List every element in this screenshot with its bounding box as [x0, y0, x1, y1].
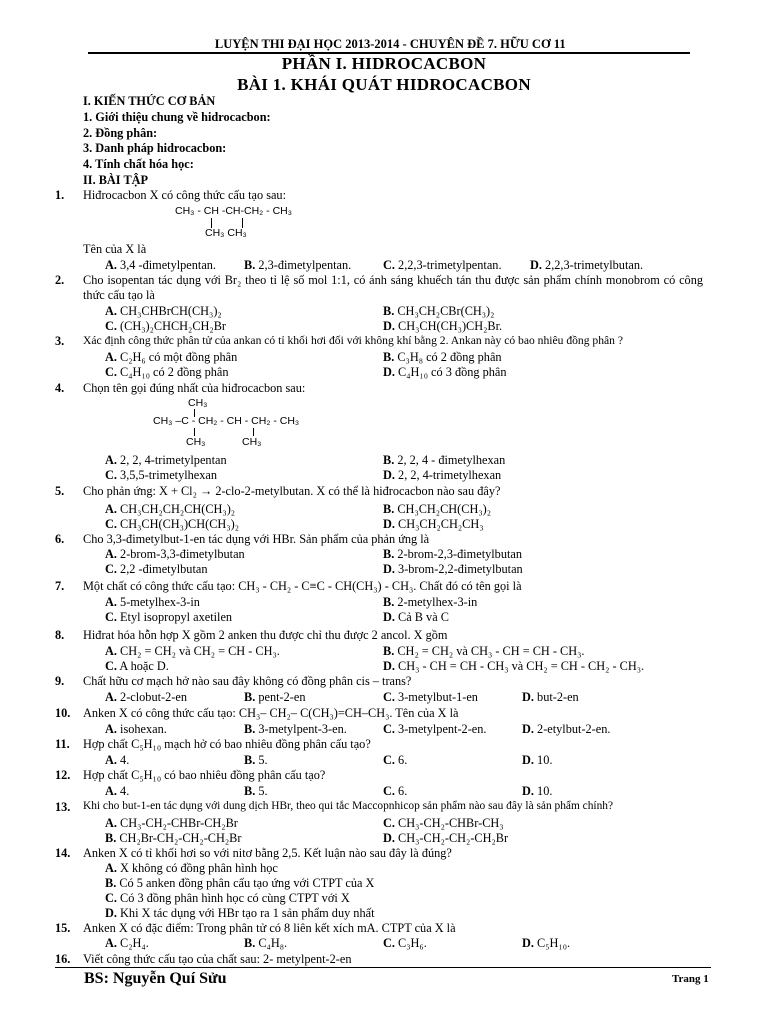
option-text: 6.: [394, 784, 408, 798]
option-text: 3,4 -đimetylpentan.: [116, 258, 217, 272]
option-text: 3-brom-2,2-đimetylbutan: [394, 562, 523, 576]
option-text: C₃H₆.: [394, 936, 427, 950]
option-label: D.: [383, 562, 395, 576]
option: [383, 610, 449, 625]
option-label: C.: [383, 722, 395, 736]
option: [105, 690, 187, 705]
option: [244, 753, 268, 768]
question-text: Tên của X là: [83, 242, 147, 256]
option-text: 5.: [255, 753, 268, 767]
option-text: 3,5,5-trimetylhexan: [116, 468, 218, 482]
option-text: 5-metylhex-3-in: [116, 595, 200, 609]
question-text: Hợp chất C₅H₁₀ mạch hở có bao nhiêu đồng phân cấu tạo?: [83, 737, 371, 751]
question-text: Cho phản ứng: X + Cl₂ → 2-clo-2-metylbutan. X có thể là hiđrocacbon nào sau đây?: [83, 484, 501, 498]
option-text: CH₃CH₂CH₂CH₃: [394, 517, 484, 531]
option: [105, 936, 149, 951]
question-text: Anken X có đặc điểm: Trong phân tử có 8 liên kết xích mA. CTPT của X là: [83, 921, 456, 935]
option: [383, 595, 477, 610]
question-number: 2.: [55, 273, 65, 287]
option-label: A.: [105, 595, 117, 609]
question-number: 9.: [55, 674, 65, 688]
option: [105, 610, 232, 625]
option: [105, 816, 238, 831]
option: [383, 304, 494, 319]
structure-main-chain: CH₃ –C - CH₂ - CH - CH₂ - CH₃: [153, 415, 300, 427]
option-text: 2,2,3-trimetylpentan.: [394, 258, 502, 272]
option: [383, 468, 501, 483]
option-text: 4.: [116, 753, 130, 767]
option-label: B.: [244, 258, 256, 272]
option: [244, 784, 268, 799]
option-text: 2-etylbut-2-en.: [533, 722, 611, 736]
bond-line: [253, 428, 254, 436]
option-text: CH₃-CH₂-CHBr-CH₂Br: [116, 816, 238, 830]
option-text: 3-metylpent-2-en.: [394, 722, 487, 736]
bond-line: [194, 428, 195, 436]
question-text: Chọn tên gọi đúng nhất của hiđrocacbon sau:: [83, 381, 306, 395]
option-label: C.: [383, 816, 395, 830]
option-label: B.: [244, 690, 256, 704]
option: [383, 547, 522, 562]
option-text: 2-clobut-2-en: [116, 690, 187, 704]
option-label: A.: [105, 722, 117, 736]
option-label: A.: [105, 304, 117, 318]
option: [105, 876, 374, 891]
question-text: Xác định công thức phân tử của ankan có tỉ khối hơi đối với không khí bằng 2. Ankan này có bao nhiêu đồng phân ?: [83, 334, 623, 347]
option-label: B.: [105, 831, 117, 845]
option: [105, 258, 216, 273]
option-text: CH₃-CH₂-CHBr-CH₃: [394, 816, 504, 830]
option-label: A.: [105, 816, 117, 830]
footer-rule: [55, 967, 711, 968]
question-number: 10.: [55, 706, 71, 720]
option-text: CH₃CHBrCH(CH₃)₂: [116, 304, 222, 318]
lesson-title: BÀI 1. KHÁI QUÁT HIDROCACBON: [237, 75, 531, 94]
option-text: Có 3 đồng phân hình học có cùng CTPT với X: [116, 891, 350, 905]
option-text: CH₂Br-CH₂-CH₂-CH₂Br: [116, 831, 242, 845]
option-label: D.: [383, 517, 395, 531]
option: [244, 258, 351, 273]
question-number: 3.: [55, 334, 65, 348]
option-label: A.: [105, 753, 117, 767]
option-text: CH₂ = CH₂ và CH₃ - CH = CH - CH₃.: [394, 644, 585, 658]
option-text: C₄H₈.: [255, 936, 288, 950]
option: [105, 319, 226, 334]
option: [244, 936, 287, 951]
option: [105, 831, 241, 846]
option-label: B.: [105, 876, 117, 890]
option-text: C₅H₁₀.: [533, 936, 571, 950]
option: [383, 659, 644, 674]
option: [105, 595, 200, 610]
option-text: C₄H₁₀ có 2 đồng phân: [116, 365, 229, 379]
option: [383, 831, 508, 846]
outline-item: I. KIẾN THỨC CƠ BẢN: [83, 94, 216, 108]
option-label: C.: [383, 690, 395, 704]
option-label: D.: [383, 831, 395, 845]
option: [105, 659, 169, 674]
option-text: 3-metylbut-1-en: [394, 690, 478, 704]
option: [522, 690, 579, 705]
question-number: 6.: [55, 532, 65, 546]
question-text: Chất hữu cơ mạch hở nào sau đây không có đồng phân cis – trans?: [83, 674, 412, 688]
option: [105, 468, 217, 483]
option: [105, 906, 374, 921]
option: [105, 644, 280, 659]
option: [383, 936, 427, 951]
option-label: B.: [383, 502, 395, 516]
option-label: D.: [383, 659, 395, 673]
option: [383, 690, 478, 705]
option-label: C.: [105, 365, 117, 379]
option: [105, 562, 207, 577]
option-label: D.: [522, 784, 534, 798]
option-label: D.: [530, 258, 542, 272]
option: [530, 258, 643, 273]
option-text: but-2-en: [533, 690, 579, 704]
option: [383, 517, 484, 532]
option-label: C.: [105, 610, 117, 624]
option-text: Có 5 anken đồng phân cấu tạo ứng với CTPT của X: [116, 876, 375, 890]
option-label: B.: [383, 304, 395, 318]
question-number: 16.: [55, 952, 71, 966]
option-text: 4.: [116, 784, 130, 798]
option-text: C₄H₁₀ có 3 đồng phân: [394, 365, 507, 379]
outline-item: 4. Tính chất hóa học:: [83, 157, 194, 172]
structure-main-chain: CH₃ - CH -CH-CH₂ - CH₃: [175, 205, 293, 217]
option-text: isohexan.: [116, 722, 167, 736]
option-label: A.: [105, 453, 117, 467]
option: [522, 784, 552, 799]
outline-item: 3. Danh pháp hidrocacbon:: [83, 141, 227, 156]
question-number: 8.: [55, 628, 65, 642]
option-label: A.: [105, 644, 117, 658]
option-text: 2,2 -đimetylbutan: [116, 562, 208, 576]
option-text: CH₂ = CH₂ và CH₂ = CH - CH₃.: [116, 644, 280, 658]
question-text: Hợp chất C₅H₁₀ có bao nhiêu đồng phân cấu tạo?: [83, 768, 326, 782]
option-label: C.: [105, 891, 117, 905]
option-text: Cả B và C: [394, 610, 449, 624]
option: [383, 784, 407, 799]
option-label: B.: [383, 547, 395, 561]
option-text: 2,2,3-trimetylbutan.: [541, 258, 644, 272]
outline-item: II. BÀI TẬP: [83, 172, 149, 187]
option-text: CH₃-CH₂-CH₂-CH₂Br: [394, 831, 509, 845]
running-header: LUYỆN THI ĐẠI HỌC 2013-2014 - CHUYÊN ĐỀ 7. HỮU CƠ 11: [202, 37, 566, 51]
option-text: A hoặc D.: [116, 659, 169, 673]
question-text: Cho 3,3-đimetylbut-1-en tác dụng với HBr. Sản phẩm của phản ứng là: [83, 532, 430, 546]
option-label: D.: [383, 610, 395, 624]
option: [383, 319, 502, 334]
option-text: C₂H₆ có một đồng phân: [116, 350, 238, 364]
option-label: A.: [105, 350, 117, 364]
option: [383, 453, 505, 468]
option-label: B.: [383, 595, 395, 609]
option-label: A.: [105, 861, 117, 875]
option: [105, 365, 229, 380]
option-text: 6.: [394, 753, 408, 767]
option-label: C.: [383, 784, 395, 798]
structure-branches: CH₃ CH₃: [205, 227, 247, 239]
question-number: 11.: [55, 737, 70, 751]
option-label: D.: [522, 690, 534, 704]
option: [105, 453, 227, 468]
option: [522, 936, 570, 951]
option-text: 3-metylpent-3-en.: [255, 722, 347, 736]
question-text: Anken X có tỉ khối hơi so với nitơ bằng 2,5. Kết luận nào sau đây là đúng?: [83, 846, 452, 860]
question-number: 1.: [55, 188, 65, 202]
option-label: B.: [244, 784, 256, 798]
option-text: Etyl isopropyl axetilen: [116, 610, 233, 624]
option-text: CH₃ - CH = CH - CH₃ và CH₂ = CH - CH₂ - CH₃.: [394, 659, 645, 673]
option-text: 10.: [533, 784, 553, 798]
option-label: D.: [522, 936, 534, 950]
option-label: C.: [105, 562, 117, 576]
option-label: B.: [383, 644, 395, 658]
question-number: 13.: [55, 800, 71, 814]
option-label: C.: [105, 319, 117, 333]
option-text: X không có đồng phân hình học: [116, 861, 278, 875]
option: [105, 350, 237, 365]
option-label: B.: [383, 350, 395, 364]
option: [522, 753, 552, 768]
option-label: C.: [383, 258, 395, 272]
option-text: C₂H₄.: [116, 936, 149, 950]
option: [383, 562, 523, 577]
question-number: 15.: [55, 921, 71, 935]
option-label: A.: [105, 690, 117, 704]
option: [105, 753, 129, 768]
option: [383, 365, 507, 380]
option-label: D.: [522, 753, 534, 767]
option: [383, 722, 486, 737]
question-text: Viết công thức cấu tạo của chất sau: 2- metylpent-2-en: [83, 952, 352, 966]
option-label: A.: [105, 547, 117, 561]
option-label: D.: [105, 906, 117, 920]
option-label: D.: [383, 365, 395, 379]
option-text: 2, 2, 4 - đimetylhexan: [394, 453, 506, 467]
question-number: 14.: [55, 846, 71, 860]
section-outline: [83, 94, 271, 189]
author-name: BS: Nguyễn Quí Sửu: [84, 970, 227, 987]
option: [383, 644, 584, 659]
question-number: 12.: [55, 768, 71, 782]
option-label: B.: [244, 936, 256, 950]
option: [105, 304, 222, 319]
option-text: CH₃CH₂CBr(CH₃)₂: [394, 304, 495, 318]
option: [105, 891, 350, 906]
option-label: C.: [105, 468, 117, 482]
question-text: Một chất có công thức cấu tạo: CH₃ - CH₂ - C≡C - CH(CH₃) - CH₃. Chất đó có tên gọi là: [83, 579, 522, 593]
option-text: 2-metylhex-3-in: [394, 595, 478, 609]
option: [105, 502, 235, 517]
option-text: CH₃CH(CH₃)CH₂Br.: [394, 319, 503, 333]
option-label: D.: [383, 319, 395, 333]
structure-branch: CH₃: [186, 436, 206, 448]
question-text: Hiđrocacbon X có công thức cấu tạo sau:: [83, 188, 287, 202]
option: [105, 517, 239, 532]
option: [383, 816, 504, 831]
option: [383, 502, 491, 517]
option-text: pent-2-en: [255, 690, 306, 704]
option: [244, 722, 347, 737]
option: [105, 722, 167, 737]
option-text: 5.: [255, 784, 268, 798]
option: [383, 258, 502, 273]
question-number: 4.: [55, 381, 65, 395]
option-text: CH₃CH₂CH₂CH(CH₃)₂: [116, 502, 236, 516]
option-text: C₃H₈ có 2 đồng phân: [394, 350, 502, 364]
option-label: A.: [105, 258, 117, 272]
option-label: D.: [383, 468, 395, 482]
option: [244, 690, 305, 705]
outline-item: 1. Giới thiệu chung về hidrocacbon:: [83, 109, 271, 124]
question-text: Anken X có công thức cấu tạo: CH₃– CH₂– C(CH₃)=CH–CH₃. Tên của X là: [83, 706, 459, 720]
part-title: PHẦN I. HIDROCACBON: [281, 54, 487, 73]
option-text: 10.: [533, 753, 553, 767]
option-label: A.: [105, 784, 117, 798]
option-text: 2-brom-2,3-đimetylbutan: [394, 547, 523, 561]
option-text: Khi X tác dụng với HBr tạo ra 1 sản phẩm duy nhất: [116, 906, 375, 920]
structure-branch-top: CH₃: [188, 397, 208, 409]
question-number: 7.: [55, 579, 65, 593]
option: [105, 547, 245, 562]
structure-branch: CH₃: [242, 436, 262, 448]
option: [383, 350, 502, 365]
option: [383, 753, 407, 768]
option-label: C.: [105, 517, 117, 531]
option-text: 2-brom-3,3-đimetylbutan: [116, 547, 245, 561]
option: [105, 861, 278, 876]
option-text: CH₃CH(CH₃)CH(CH₃)₂: [116, 517, 239, 531]
question-text: Hiđrat hóa hỗn hợp X gồm 2 anken thu được chỉ thu được 2 ancol. X gồm: [83, 628, 448, 642]
question-number: 5.: [55, 484, 65, 498]
option-label: C.: [383, 753, 395, 767]
option: [522, 722, 610, 737]
option-text: 2,3-đimetylpentan.: [255, 258, 352, 272]
option-label: C.: [383, 936, 395, 950]
option-text: 2, 2, 4-trimetylpentan: [116, 453, 227, 467]
outline-item: 2. Đồng phân:: [83, 125, 158, 140]
option-text: 2, 2, 4-trimetylhexan: [394, 468, 502, 482]
option-text: (CH₃)₂CHCH₂CH₂Br: [116, 319, 227, 333]
question-text: Khi cho but-1-en tác dụng với dung dịch HBr, theo qui tắc Maccopnhicop sản phẩm nào sau đây là sản phẩm chính?: [83, 800, 614, 812]
option: [105, 784, 129, 799]
option-label: D.: [522, 722, 534, 736]
option-text: CH₃CH₂CH(CH₃)₂: [394, 502, 492, 516]
option-label: A.: [105, 502, 117, 516]
option-label: B.: [244, 722, 256, 736]
question-text: Cho isopentan tác dụng với Br₂ theo tỉ lệ số mol 1:1, có ánh sáng khuếch tán thu được sản phẩm chính monobrom có công thức cấu tạo là: [83, 273, 703, 302]
page-number: Trang 1: [672, 973, 709, 985]
option-label: C.: [105, 659, 117, 673]
option-label: B.: [383, 453, 395, 467]
option-label: A.: [105, 936, 117, 950]
option-label: B.: [244, 753, 256, 767]
